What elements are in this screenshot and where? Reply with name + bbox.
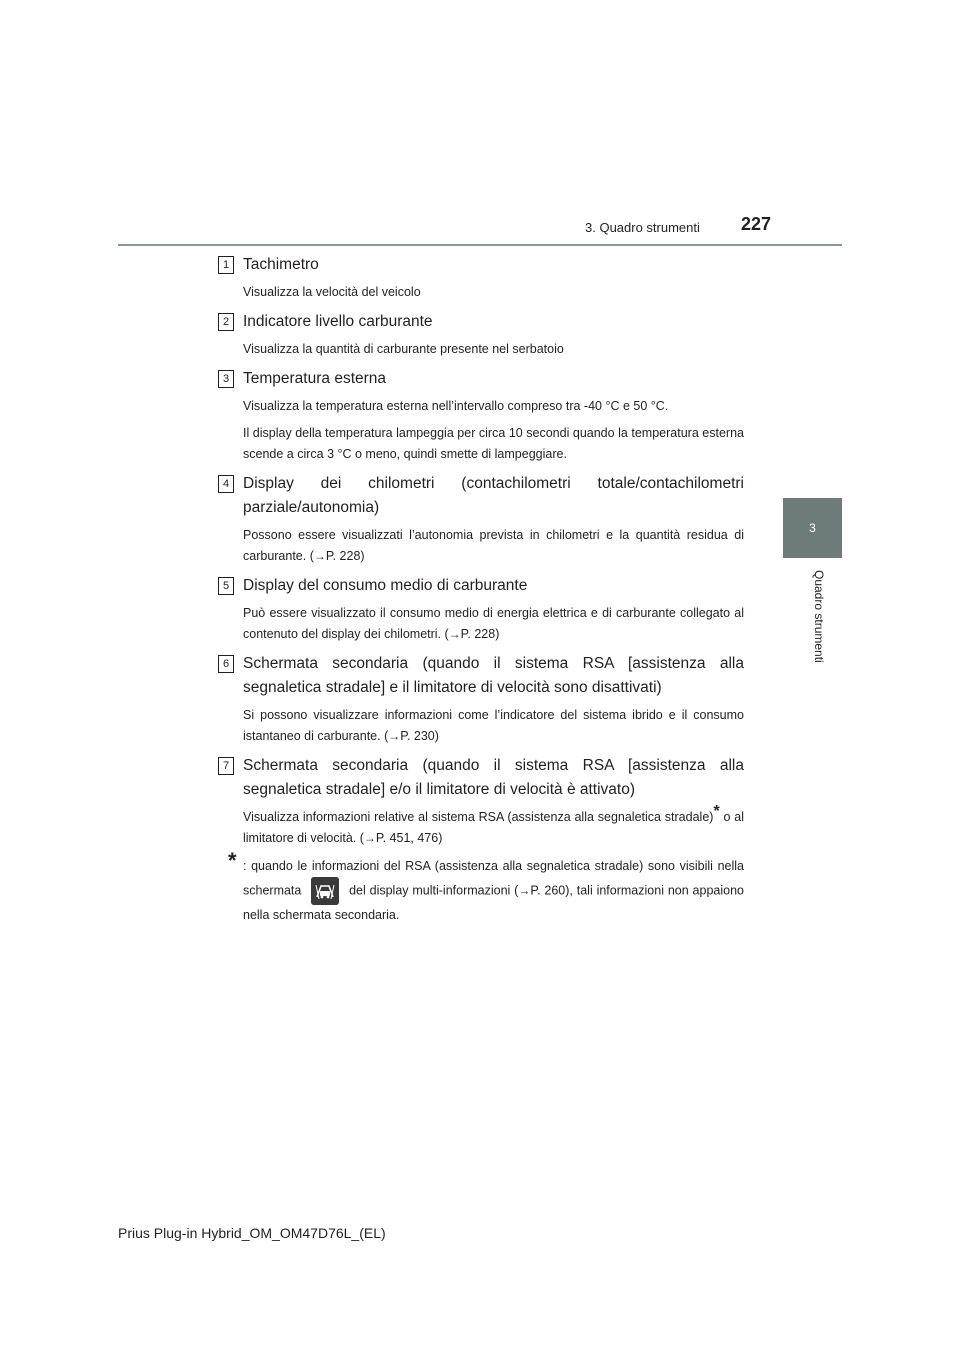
item-number-badge: 1: [218, 256, 234, 274]
chapter-side-title: Quadro strumenti: [812, 570, 826, 663]
item-title: Tachimetro: [243, 256, 319, 273]
desc-prefix: Visualizza informazioni relative al sistema RSA (assistenza alla segnaletica stradale): [243, 810, 714, 824]
arrow-right-icon: →: [313, 549, 326, 563]
item-description: [218, 705, 744, 747]
page-reference[interactable]: P. 260), tali informazioni non appaiono nella schermata secondaria.: [243, 883, 744, 922]
item-description: [218, 525, 744, 567]
item-title: Schermata secondaria (quando il sistema RSA [assistenza alla segnaletica stradale] e/o il limitatore di velocità è attivato): [243, 757, 744, 798]
item-title: Display dei chilometri (contachilometri totale/contachilometri parziale/autonomia): [243, 475, 744, 516]
footnote-star: *: [228, 848, 237, 873]
page-reference[interactable]: P. 451, 476): [375, 831, 443, 845]
desc-mid: o al limitatore di velocità. (: [243, 810, 744, 845]
item-desc-text: Visualizza la velocità del veicolo: [243, 285, 421, 299]
item-number-badge: 4: [218, 475, 234, 493]
item-number-badge: 6: [218, 655, 234, 673]
footnote-line2a: del display multi-informazioni (: [349, 883, 519, 898]
item-desc-text: Visualizza la temperatura esterna nell’intervallo compreso tra -40 °C e 50 °C.: [243, 399, 669, 413]
header-divider: [118, 244, 842, 246]
list-item: [218, 310, 744, 360]
chapter-number: 3: [809, 521, 816, 535]
desc-prefix: Si possono visualizzare informazioni come l’indicatore del sistema ibrido e il consumo istantaneo di carburante. (: [243, 708, 744, 743]
list-item: [218, 574, 744, 645]
item-desc-text: [243, 525, 744, 567]
list-item: [218, 472, 744, 567]
item-desc-text: Visualizza la quantità di carburante presente nel serbatoio: [243, 342, 564, 356]
page-reference[interactable]: P. 228): [460, 627, 500, 641]
item-desc-text: [243, 603, 744, 645]
arrow-right-icon: →: [518, 883, 531, 898]
item-heading: [218, 472, 744, 520]
desc-prefix: Può essere visualizzato il consumo medio di energia elettrica e di carburante collegato al contenuto del display dei chilometri. (: [243, 606, 744, 641]
item-description: [218, 339, 744, 360]
item-number-badge: 7: [218, 757, 234, 775]
item-heading: [218, 574, 744, 598]
list-item: [218, 367, 744, 465]
page-number: 227: [741, 214, 772, 234]
item-desc-text: [243, 705, 744, 747]
footnote-text: [243, 856, 744, 926]
page-reference[interactable]: P. 230): [400, 729, 439, 743]
footnote: [218, 848, 744, 926]
item-heading: [218, 310, 744, 334]
item-number-badge: 5: [218, 577, 234, 595]
footnote-marker: *: [713, 802, 720, 820]
item-heading: [218, 652, 744, 700]
item-description: [218, 603, 744, 645]
item-title: Schermata secondaria (quando il sistema RSA [assistenza alla segnaletica stradale] e il limitatore di velocità sono disattivati): [243, 655, 744, 696]
content-body: [218, 253, 744, 934]
desc-prefix: Possono essere visualizzati l’autonomia prevista in chilometri e la quantità residua di carburante. (: [243, 528, 744, 563]
list-item: [218, 652, 744, 747]
item-title: Temperatura esterna: [243, 370, 387, 387]
item-number-badge: 2: [218, 313, 234, 331]
item-heading: [218, 367, 744, 391]
chapter-tab: [783, 498, 842, 558]
header-section-title: 3. Quadro strumenti: [585, 220, 700, 235]
item-description: [218, 396, 744, 465]
footnote-line1: : quando le informazioni del RSA (assistenza alla segnaletica stradale) sono visibili nella schermata: [243, 859, 744, 898]
arrow-right-icon: →: [388, 729, 401, 743]
item-title: Display del consumo medio di carburante: [243, 577, 528, 594]
rsa-screen-icon: [311, 877, 339, 905]
item-description: [218, 282, 744, 303]
footer-model-code: Prius Plug-in Hybrid_OM_OM47D76L_(EL): [118, 1225, 386, 1241]
item-desc-text: [243, 802, 744, 849]
list-item: [218, 253, 744, 303]
item-heading: [218, 754, 744, 802]
item-description: [218, 802, 744, 849]
list-item: [218, 754, 744, 849]
page-reference[interactable]: P. 228): [325, 549, 365, 563]
item-number-badge: 3: [218, 370, 234, 388]
arrow-right-icon: →: [448, 627, 461, 641]
item-heading: [218, 253, 744, 277]
item-title: Indicatore livello carburante: [243, 313, 433, 330]
arrow-right-icon: →: [363, 831, 376, 845]
item-desc-text: Il display della temperatura lampeggia per circa 10 secondi quando la temperatura esterna scende a circa 3 °C o meno, quindi smette di lampeggiare.: [243, 426, 744, 461]
